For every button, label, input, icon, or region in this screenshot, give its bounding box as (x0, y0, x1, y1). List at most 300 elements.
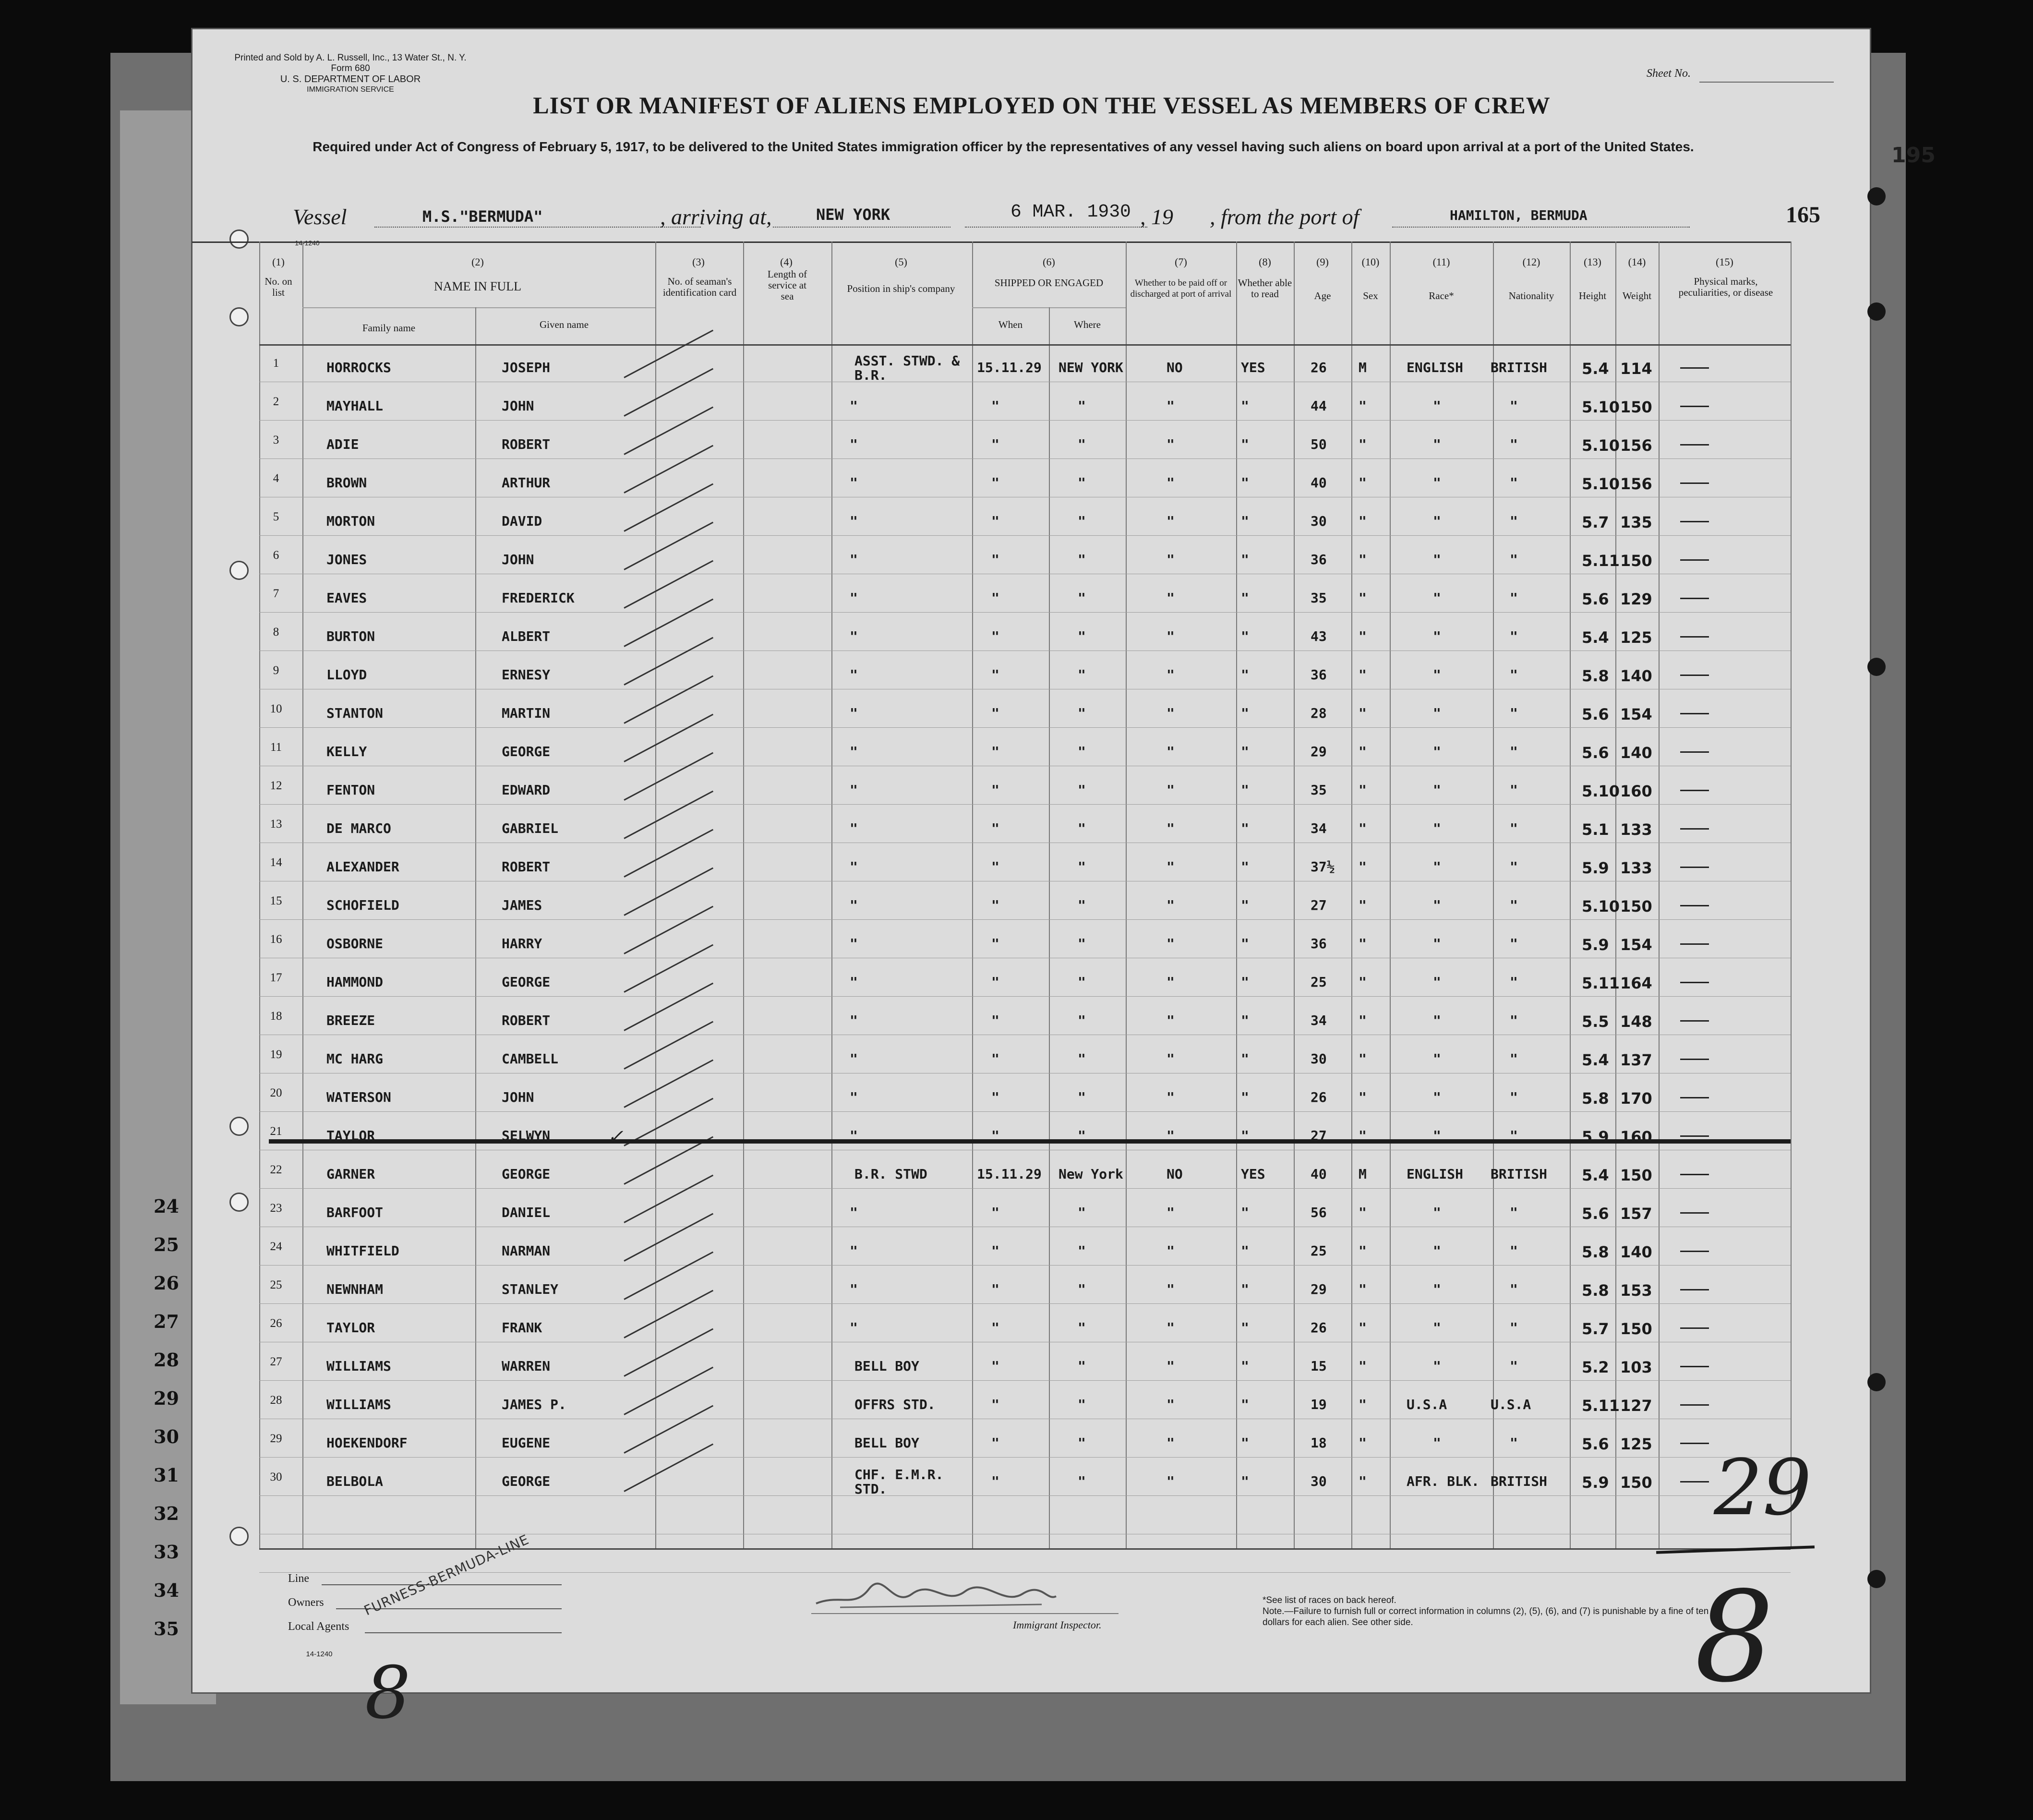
physical-marks-dash (1680, 867, 1709, 868)
cell-no: 29 (270, 1432, 282, 1445)
cell-race: " (1433, 475, 1441, 491)
cell-where: " (1078, 1012, 1086, 1028)
column-rule (1351, 241, 1352, 1548)
cell-read: YES (1241, 360, 1265, 375)
row-rule (259, 804, 1791, 805)
cell-height: 5.4 (1582, 1166, 1609, 1184)
cell-family: SCHOFIELD (326, 897, 399, 913)
col-num-1: (1) (272, 256, 285, 268)
cell-race: " (1433, 974, 1441, 990)
stub-number: 32 (154, 1503, 179, 1524)
cell-race: " (1433, 1358, 1441, 1374)
physical-marks-dash (1680, 367, 1709, 369)
cell-where: " (1078, 897, 1086, 913)
punch-hole (229, 307, 249, 326)
cell-family: WILLIAMS (326, 1397, 391, 1412)
physical-marks-dash (1680, 1097, 1709, 1098)
cell-where: " (1078, 628, 1086, 644)
cell-nat: " (1510, 1435, 1518, 1451)
col-header-weight: Weight (1622, 290, 1652, 301)
cell-position: " (850, 974, 858, 990)
cell-when: 15.11.29 (977, 360, 1042, 375)
cell-where: " (1078, 936, 1086, 952)
col-num-6: (6) (1043, 256, 1055, 268)
cell-race: " (1433, 705, 1441, 721)
cell-nat: " (1510, 1128, 1518, 1144)
cell-nat: " (1510, 1358, 1518, 1374)
cell-when: " (991, 1435, 999, 1451)
cell-height: 5.11 (1582, 552, 1620, 570)
cell-race: AFR. BLK. (1407, 1473, 1480, 1489)
col-num-3: (3) (692, 256, 705, 268)
cell-nat: BRITISH (1491, 360, 1548, 375)
cell-given: ERNESY (502, 667, 551, 683)
cell-family: WILLIAMS (326, 1358, 391, 1374)
cell-paid: " (1167, 1435, 1175, 1451)
physical-marks-dash (1680, 905, 1709, 906)
col-header-age: Age (1314, 290, 1331, 301)
punch-hole (229, 561, 249, 580)
stub-number: 33 (154, 1541, 179, 1563)
col-header-family-name: Family name (362, 322, 416, 334)
cell-age: 25 (1311, 1243, 1327, 1259)
cell-age: 35 (1311, 782, 1327, 798)
cell-height: 5.9 (1582, 936, 1609, 954)
cell-no: 14 (270, 856, 282, 869)
cell-height: 5.6 (1582, 1435, 1609, 1453)
col-header-read: Whether able to read (1238, 277, 1292, 300)
col-num-9: (9) (1316, 256, 1329, 268)
cell-race: " (1433, 436, 1441, 452)
cell-read: " (1241, 936, 1249, 952)
cell-when: " (991, 513, 999, 529)
cell-paid: " (1167, 897, 1175, 913)
cell-when: " (991, 705, 999, 721)
cell-where: " (1078, 475, 1086, 491)
cell-nat: " (1510, 1243, 1518, 1259)
cell-sex: " (1359, 1281, 1367, 1297)
col-num-8: (8) (1259, 256, 1271, 268)
cell-age: 36 (1311, 936, 1327, 952)
cell-position: CHF. E.M.R. STD. (854, 1467, 944, 1497)
cell-weight: 154 (1620, 705, 1652, 723)
cell-no: 5 (273, 510, 279, 523)
physical-marks-dash (1680, 982, 1709, 983)
cell-weight: 129 (1620, 590, 1652, 608)
cell-when: " (991, 398, 999, 414)
cell-paid: " (1167, 1051, 1175, 1067)
cell-nat: " (1510, 1089, 1518, 1105)
stub-number: 27 (154, 1311, 179, 1332)
from-port-line (1392, 227, 1690, 228)
line-label: Line (288, 1572, 309, 1585)
physical-marks-dash (1680, 713, 1709, 714)
row-rule (259, 420, 1791, 421)
stub-number: 35 (154, 1618, 179, 1639)
cell-no: 3 (273, 434, 279, 446)
cell-read: " (1241, 1397, 1249, 1412)
cell-age: 40 (1311, 475, 1327, 491)
cell-position: " (850, 782, 858, 798)
stub-number: 24 (154, 1195, 179, 1217)
cell-read: " (1241, 1128, 1249, 1144)
column-rule (1493, 241, 1494, 1548)
col-header-where: Where (1074, 319, 1101, 330)
cell-paid: " (1167, 705, 1175, 721)
cell-race: ENGLISH (1407, 360, 1464, 375)
cell-where: " (1078, 859, 1086, 875)
cell-read: " (1241, 513, 1249, 529)
cell-paid: " (1167, 628, 1175, 644)
physical-marks-dash (1680, 1135, 1709, 1137)
cell-height: 5.10 (1582, 897, 1620, 916)
row-rule (259, 1457, 1791, 1458)
cell-paid: NO (1167, 360, 1183, 375)
cell-sex: " (1359, 590, 1367, 606)
cell-age: 29 (1311, 744, 1327, 759)
cell-where: " (1078, 820, 1086, 836)
physical-marks-dash (1680, 943, 1709, 945)
cell-where: " (1078, 1320, 1086, 1336)
cell-given: SELWYN (502, 1128, 551, 1144)
col-num-14: (14) (1628, 256, 1646, 268)
cell-height: 5.9 (1582, 1473, 1609, 1492)
column-rule (1294, 241, 1295, 1548)
cell-read: " (1241, 436, 1249, 452)
vessel-name-line (374, 227, 701, 228)
stub-number: 31 (154, 1464, 179, 1486)
cell-sex: " (1359, 667, 1367, 683)
cell-no: 8 (273, 626, 279, 639)
cell-where: New York (1059, 1166, 1123, 1182)
cell-sex: M (1359, 1166, 1367, 1182)
binder-hole (1867, 302, 1886, 321)
col-num-11: (11) (1432, 256, 1450, 268)
cell-family: JONES (326, 552, 367, 567)
cell-height: 5.10 (1582, 398, 1620, 416)
cell-given: HARRY (502, 936, 542, 952)
cell-given: CAMBELL (502, 1051, 559, 1067)
cell-given: DANIEL (502, 1205, 551, 1220)
cell-race: " (1433, 513, 1441, 529)
cell-given: ROBERT (502, 859, 551, 875)
cell-position: B.R. STWD (854, 1166, 927, 1182)
cell-weight: 137 (1620, 1051, 1652, 1069)
cell-position: " (850, 820, 858, 836)
cell-read: " (1241, 744, 1249, 759)
cell-family: TAYLOR (326, 1320, 375, 1336)
cell-when: 15.11.29 (977, 1166, 1042, 1182)
arriving-port: NEW YORK (816, 205, 890, 224)
cell-age: 19 (1311, 1397, 1327, 1412)
row-rule (259, 1188, 1791, 1189)
page-title: LIST OR MANIFEST OF ALIENS EMPLOYED ON THE VESSEL AS MEMBERS OF CREW (533, 92, 1551, 119)
strikethrough-line (269, 1139, 1791, 1144)
cell-read: " (1241, 628, 1249, 644)
inspector-signature (811, 1579, 1061, 1618)
col-num-2: (2) (471, 256, 484, 268)
cell-paid: " (1167, 1243, 1175, 1259)
cell-height: 5.9 (1582, 859, 1609, 877)
cell-height: 5.11 (1582, 974, 1620, 992)
cell-position: " (850, 513, 858, 529)
cell-no: 9 (273, 664, 279, 677)
cell-when: " (991, 1320, 999, 1336)
handwritten-tally-bottom: 8 (1695, 1565, 1774, 1710)
cell-position: " (850, 1089, 858, 1105)
vessel-label: Vessel (293, 205, 347, 229)
cell-read: YES (1241, 1166, 1265, 1182)
arrival-date: 6 MAR. 1930 (1010, 202, 1131, 222)
cell-family: NEWNHAM (326, 1281, 384, 1297)
cell-race: " (1433, 1089, 1441, 1105)
footer-form-code: 14-1240 (306, 1650, 333, 1658)
owners-label: Owners (288, 1596, 324, 1609)
cell-given: STANLEY (502, 1281, 559, 1297)
cell-sex: " (1359, 628, 1367, 644)
col-num-7: (7) (1175, 256, 1187, 268)
cell-read: " (1241, 475, 1249, 491)
cell-weight: 160 (1620, 1128, 1652, 1146)
cell-race: " (1433, 859, 1441, 875)
cell-age: 30 (1311, 1051, 1327, 1067)
binder-hole (1867, 187, 1886, 205)
cell-paid: " (1167, 436, 1175, 452)
cell-where: " (1078, 974, 1086, 990)
arriving-port-line (773, 227, 950, 228)
cell-position: " (850, 667, 858, 683)
cell-paid: " (1167, 1397, 1175, 1412)
physical-marks-dash (1680, 521, 1709, 522)
cell-age: 26 (1311, 360, 1327, 375)
col-header-no: No. on list (265, 276, 292, 298)
row-rule (259, 1380, 1791, 1381)
cell-paid: " (1167, 1281, 1175, 1297)
cell-paid: " (1167, 974, 1175, 990)
cell-nat: " (1510, 936, 1518, 952)
from-port-label: , from the port of (1210, 205, 1359, 229)
cell-position: " (850, 590, 858, 606)
cell-race: " (1433, 1435, 1441, 1451)
header-separator (259, 344, 1791, 346)
cell-height: 5.5 (1582, 1012, 1609, 1031)
cell-weight: 150 (1620, 552, 1652, 570)
cell-given: FRANK (502, 1320, 542, 1336)
cell-paid: " (1167, 1358, 1175, 1374)
cell-race: " (1433, 1281, 1441, 1297)
cell-age: 43 (1311, 628, 1327, 644)
cell-age: 30 (1311, 513, 1327, 529)
cell-read: " (1241, 667, 1249, 683)
cell-position: " (850, 744, 858, 759)
cell-race: " (1433, 820, 1441, 836)
cell-no: 15 (270, 894, 282, 907)
cell-paid: " (1167, 1320, 1175, 1336)
punch-hole (229, 1193, 249, 1212)
cell-position: " (850, 475, 858, 491)
cell-given: EUGENE (502, 1435, 551, 1451)
cell-weight: 150 (1620, 1473, 1652, 1492)
cell-weight: 164 (1620, 974, 1652, 992)
cell-nat: U.S.A (1491, 1397, 1531, 1412)
cell-nat: BRITISH (1491, 1166, 1548, 1182)
form-code: 14-1240 (295, 239, 320, 247)
cell-no: 7 (273, 587, 279, 600)
col-header-shipped: SHIPPED OR ENGAGED (994, 277, 1104, 289)
cell-nat: " (1510, 1051, 1518, 1067)
cell-weight: 150 (1620, 1320, 1652, 1338)
column-rule (475, 307, 476, 1548)
row-rule (259, 1111, 1791, 1112)
cell-race: ENGLISH (1407, 1166, 1464, 1182)
cell-age: 40 (1311, 1166, 1327, 1182)
header-sub-rule (302, 307, 655, 308)
cell-nat: " (1510, 436, 1518, 452)
cell-when: " (991, 859, 999, 875)
cell-family: GARNER (326, 1166, 375, 1182)
cell-sex: " (1359, 513, 1367, 529)
cell-nat: " (1510, 398, 1518, 414)
physical-marks-dash (1680, 1366, 1709, 1367)
cell-read: " (1241, 398, 1249, 414)
cell-where: " (1078, 1243, 1086, 1259)
column-rule (972, 241, 973, 1548)
cell-no: 1 (273, 357, 279, 370)
row-rule (259, 727, 1791, 728)
cell-position: OFFRS STD. (854, 1397, 936, 1412)
handwritten-agents-mark: 8 (365, 1651, 411, 1735)
cell-family: OSBORNE (326, 936, 384, 952)
punch-hole (229, 1117, 249, 1136)
cell-nat: " (1510, 628, 1518, 644)
binder-hole (1867, 1570, 1886, 1588)
cell-no: 13 (270, 818, 282, 831)
cell-weight: 150 (1620, 398, 1652, 416)
cell-weight: 140 (1620, 744, 1652, 762)
cell-when: " (991, 1128, 999, 1144)
column-rule (1126, 241, 1127, 1548)
cell-nat: " (1510, 974, 1518, 990)
cell-when: " (991, 1281, 999, 1297)
cell-position: " (850, 936, 858, 952)
cell-read: " (1241, 1089, 1249, 1105)
cell-sex: " (1359, 897, 1367, 913)
cell-height: 5.8 (1582, 1281, 1609, 1300)
cell-when: " (991, 1051, 999, 1067)
cell-when: " (991, 1358, 999, 1374)
cell-race: " (1433, 552, 1441, 567)
cell-weight: 140 (1620, 1243, 1652, 1261)
row-rule (259, 1303, 1791, 1304)
cell-nat: " (1510, 513, 1518, 529)
cell-race: U.S.A (1407, 1397, 1447, 1412)
cell-position: " (850, 628, 858, 644)
cell-given: GEORGE (502, 1473, 551, 1489)
cell-paid: " (1167, 398, 1175, 414)
cell-position: " (850, 1243, 858, 1259)
cell-weight: 103 (1620, 1358, 1652, 1376)
cell-sex: " (1359, 1473, 1367, 1489)
cell-where: " (1078, 1358, 1086, 1374)
physical-marks-dash (1680, 1481, 1709, 1483)
cell-age: 28 (1311, 705, 1327, 721)
cell-given: DAVID (502, 513, 542, 529)
cell-sex: " (1359, 974, 1367, 990)
cell-sex: " (1359, 475, 1367, 491)
cell-given: JOHN (502, 398, 534, 414)
cell-height: 5.6 (1582, 705, 1609, 723)
cell-height: 5.9 (1582, 1128, 1609, 1146)
cell-sex: " (1359, 705, 1367, 721)
column-rule (1390, 241, 1391, 1548)
cell-sex: " (1359, 552, 1367, 567)
cell-given: JOHN (502, 1089, 534, 1105)
column-rule (1570, 241, 1571, 1548)
cell-weight: 157 (1620, 1205, 1652, 1223)
col-header-given-name: Given name (539, 319, 589, 330)
cell-position: " (850, 897, 858, 913)
col-header-paid-off: Whether to be paid off or discharged at port of arrival (1130, 278, 1232, 299)
cell-no: 11 (270, 741, 282, 754)
cell-height: 5.10 (1582, 475, 1620, 493)
handwritten-tally-top: 29 (1714, 1443, 1812, 1532)
cell-when: " (991, 1397, 999, 1412)
cell-when: " (991, 744, 999, 759)
cell-given: JOSEPH (502, 360, 551, 375)
cell-weight: 150 (1620, 1166, 1652, 1184)
cell-where: " (1078, 1473, 1086, 1489)
cell-age: 50 (1311, 436, 1327, 452)
row-rule (259, 535, 1791, 536)
cell-nat: BRITISH (1491, 1473, 1548, 1489)
cell-paid: " (1167, 936, 1175, 952)
cell-nat: " (1510, 1012, 1518, 1028)
cell-race: " (1433, 744, 1441, 759)
cell-sex: " (1359, 1128, 1367, 1144)
cell-when: " (991, 897, 999, 913)
cell-height: 5.7 (1582, 1320, 1609, 1338)
cell-height: 5.10 (1582, 782, 1620, 800)
cell-position: " (850, 1051, 858, 1067)
cell-weight: 153 (1620, 1281, 1652, 1300)
cell-family: BARFOOT (326, 1205, 384, 1220)
cell-sex: " (1359, 1089, 1367, 1105)
cell-paid: NO (1167, 1166, 1183, 1182)
cell-weight: 135 (1620, 513, 1652, 531)
line-stamp: FURNESS-BERMUDA-LINE (361, 1531, 532, 1619)
cell-when: " (991, 1473, 999, 1489)
inspector-line (811, 1613, 1119, 1614)
local-agents-field (365, 1632, 562, 1633)
cell-given: FREDERICK (502, 590, 575, 606)
cell-age: 27 (1311, 897, 1327, 913)
cell-no: 20 (270, 1086, 282, 1099)
cell-age: 34 (1311, 1012, 1327, 1028)
from-port: HAMILTON, BERMUDA (1450, 207, 1588, 223)
cell-no: 6 (273, 549, 279, 562)
cell-read: " (1241, 1473, 1249, 1489)
cell-when: " (991, 936, 999, 952)
column-rule (1659, 241, 1660, 1548)
cell-age: 56 (1311, 1205, 1327, 1220)
physical-marks-dash (1680, 1059, 1709, 1060)
cell-no: 4 (273, 472, 279, 485)
cell-when: " (991, 628, 999, 644)
cell-given: ARTHUR (502, 475, 551, 491)
date-line (965, 227, 1147, 228)
cell-sex: " (1359, 398, 1367, 414)
physical-marks-dash (1680, 828, 1709, 830)
